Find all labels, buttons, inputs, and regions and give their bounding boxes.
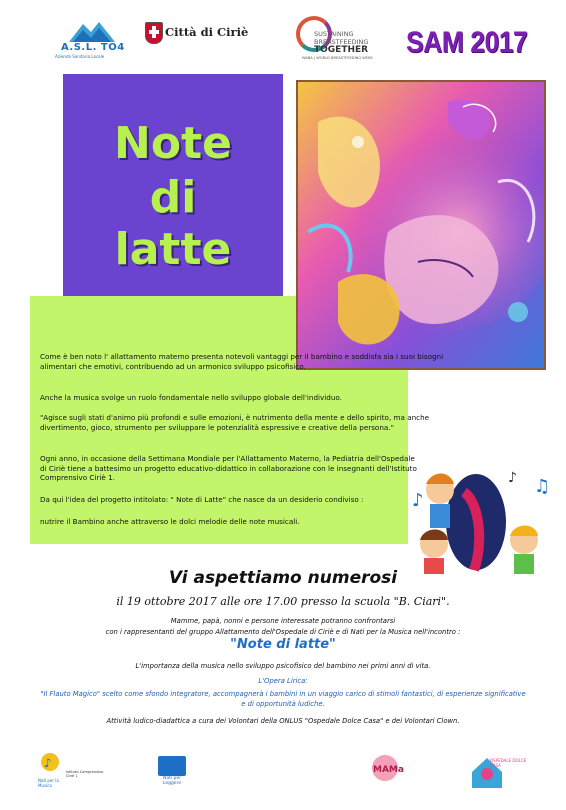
painting-image [298, 82, 546, 370]
svg-text:♪: ♪ [508, 470, 517, 486]
event-line-5: "Il Flauto Magico" scelto come sfondo integratore, accompagnerà i bambini in un viaggio carico di stimoli fantastici, di esperienze significative e di opportunità ludiche. [40, 690, 526, 708]
title-box [63, 74, 283, 296]
nati-per-la-musica-logo [38, 752, 62, 792]
asl-logo [55, 20, 135, 60]
logo4-label: MAMa [373, 765, 404, 775]
svg-text:♪: ♪ [44, 756, 52, 770]
invite-heading: Vi aspettiamo numerosi [168, 568, 398, 588]
istituto-logo: Istituto Comprensivo Ciriè 1 [66, 770, 104, 778]
paragraph-1: Come è ben noto l' allattamento materno presenta notevoli vantaggi per il bambino e soddisfa sia i suoi bisogni alimentari che emotivi, contribuendo ad un armonico sviluppo psicofisico. [40, 352, 444, 371]
sam-title: SAM 2017 [406, 26, 528, 59]
waba-line2: BREASTFEEDING [314, 38, 369, 46]
title-line-1: Note [114, 118, 232, 169]
paragraph-2: Anche la musica svolge un ruolo fondamentale nello sviluppo globale dell'individuo. [40, 393, 342, 402]
mountain-icon [69, 20, 115, 42]
event-line-1: Mamme, papà, nonni e persone interessate potranno confrontarsi [170, 617, 396, 625]
event-line-3: L'importanza della musica nello sviluppo psicofisico del bambino nei primi anni di vita. [135, 662, 431, 670]
waba-footer: WABA | WORLD BREASTFEEDING WEEK [302, 56, 373, 60]
book-icon [158, 756, 186, 776]
mama-heart-icon [366, 752, 404, 792]
event-line-2: con i rappresentanti del gruppo Allattamento dell'Ospedale di Ciriè e di Nati per la Musica nell'incontro : [105, 628, 461, 636]
crest-icon [145, 22, 163, 44]
title-line-3: latte [114, 224, 232, 275]
asl-name: A.S.L. TO4 [61, 42, 125, 53]
children-singing-image [404, 462, 554, 574]
waba-line1: SUSTAINING [314, 30, 354, 38]
asl-sub: Azienda Sanitaria Locale [55, 54, 105, 59]
city-name: Città di Ciriè [165, 25, 249, 39]
mama-logo [366, 752, 404, 792]
kids-music-illustration [404, 462, 554, 574]
waba-logo [296, 14, 406, 68]
event-date: il 19 ottobre 2017 alle ore 17.00 presso la scuola "B. Ciari". [116, 595, 450, 608]
event-line-4: L'Opera Lirica: [258, 677, 308, 685]
nati-per-leggere-logo [158, 756, 186, 796]
title-line-2: di [149, 172, 197, 223]
logo1-label: Nati per la Musica [38, 778, 59, 788]
event-title: "Note di latte" [230, 637, 336, 652]
paragraph-5: Da qui l'idea del progetto intitolato: " Note di Latte" che nasce da un desiderio condiviso : [40, 495, 364, 504]
paragraph-6: nutrire il Bambino anche attraverso le dolci melodie delle note musicali. [40, 517, 300, 526]
logo5-label: OSPEDALE DOLCE CASA [490, 758, 527, 768]
music-logo-icon [38, 752, 62, 774]
svg-text:♪: ♪ [412, 490, 424, 511]
svg-text:♫: ♫ [534, 476, 551, 497]
dolce-casa-logo [468, 752, 527, 792]
logo3-label: Nati per Leggere [162, 776, 182, 786]
waba-line3: TOGETHER [314, 45, 369, 55]
paragraph-4: Ogni anno, in occasione della Settimana Mondiale per l'Allattamento Materno, la Pediatria dell'Ospedale di Ciriè tiene a battesimo un progetto educativo-didattico in collaborazione con le insegnanti dell'Istituto Comprensivo Ciriè 1. [40, 454, 417, 482]
mother-child-painting [296, 80, 546, 370]
event-line-6: Attività ludico-diadattica a cura dei Volontari della ONLUS "Ospedale Dolce Casa" e dei Volontari Clown. [106, 717, 460, 725]
paragraph-3: "Agisce sugli stati d'animo più profondi e sulle emozioni, è nutrimento della mente e dello spirito, ma anche divertimento, gioco, strumento per sviluppare le potenzialità espressive e creative della persona." [40, 413, 430, 432]
cirie-logo [145, 22, 249, 46]
